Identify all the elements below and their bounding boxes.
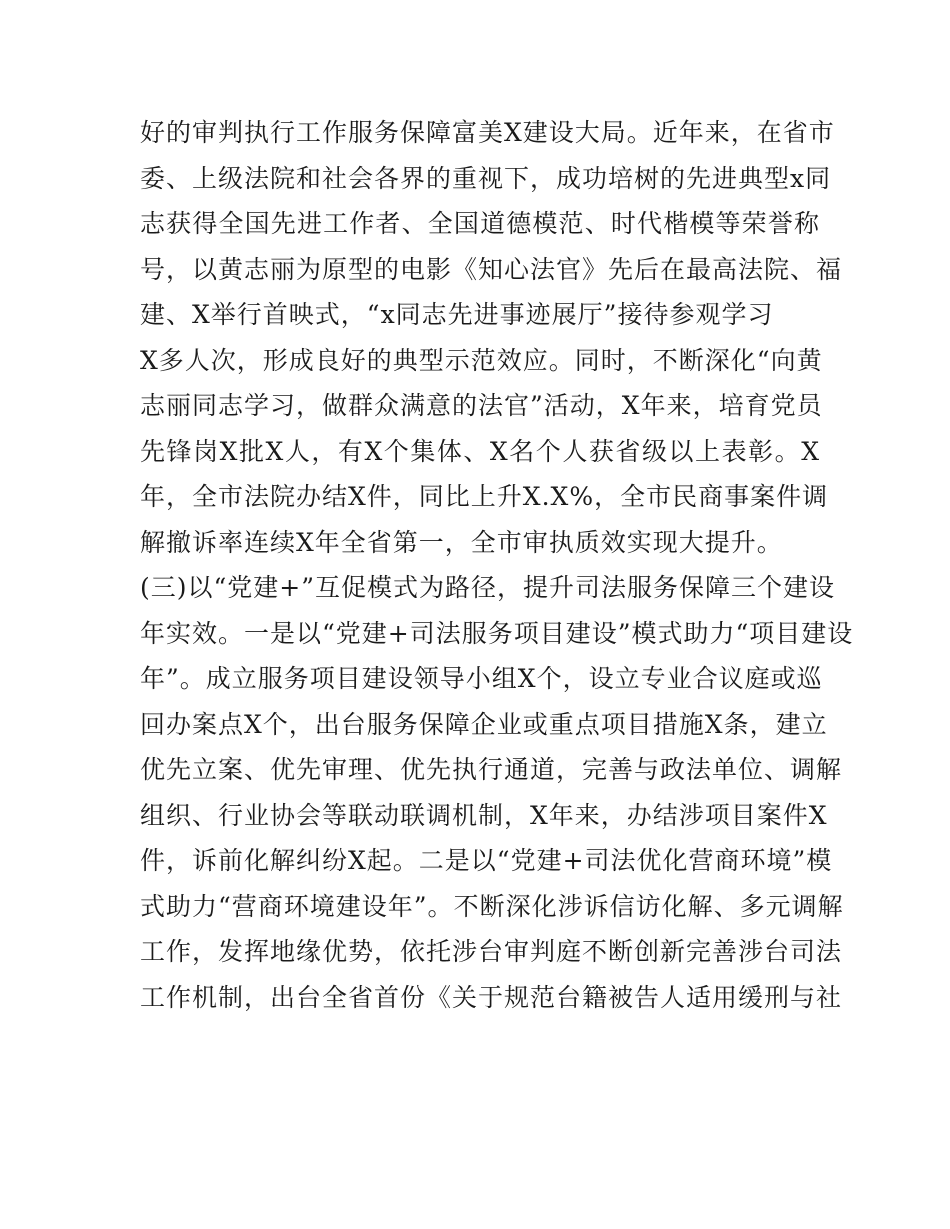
text-line-12: 年实效。一是以“党建+司法服务项目建设”模式助力“项目建设 [140, 618, 854, 648]
text-line-15: 优先立案、优先审理、优先执行通道，完善与政法单位、调解 [140, 755, 843, 784]
text-line-7: 志丽同志学习，做群众满意的法官”活动，X年来，培育党员 [140, 391, 823, 420]
text-line-4: 号，以黄志丽为原型的电影《知心法官》先后在最高法院、福 [140, 254, 843, 284]
body-text [140, 110, 854, 1020]
text-line-13: 年”。成立服务项目建设领导小组X个，设立专业合议庭或巡 [140, 664, 823, 693]
text-line-6: X多人次，形成良好的典型示范效应。同时，不断深化“向黄 [140, 345, 823, 375]
text-line-8: 先锋岗X批X人，有X个集体、X名个人获省级以上表彰。X [140, 436, 820, 466]
text-line-3: 志获得全国先进工作者、全国道德模范、时代楷模等荣誉称 [140, 209, 820, 238]
text-line-11: (三)以“党建+”互促模式为路径，提升司法服务保障三个建设 [140, 573, 836, 602]
text-line-20: 工作机制，出台全省首份《关于规范台籍被告人适用缓刑与社 [140, 982, 843, 1012]
text-line-18: 式助力“营商环境建设年”。不断深化涉诉信访化解、多元调解 [140, 891, 844, 921]
text-line-19: 工作，发挥地缘优势，依托涉台审判庭不断创新完善涉台司法 [140, 937, 843, 966]
text-line-14: 回办案点X个，出台服务保障企业或重点项目措施X条，建立 [140, 709, 828, 739]
text-line-16: 组织、行业协会等联动联调机制，X年来，办结涉项目案件X [140, 800, 828, 830]
text-line-2: 委、上级法院和社会各界的重视下，成功培树的先进典型x同 [140, 163, 832, 193]
text-line-10: 解撤诉率连续X年全省第一，全市审执质效实现大提升。 [140, 527, 783, 557]
text-line-5: 建、X举行首映式，“x同志先进事迹展厅”接待参观学习 [140, 300, 774, 329]
text-line-1: 好的审判执行工作服务保障富美X建设大局。近年来，在省市 [140, 118, 835, 147]
text-line-17: 件，诉前化解纠纷X起。二是以“党建+司法优化营商环境”模 [140, 846, 833, 875]
text-line-9: 年，全市法院办结X件，同比上升X.X%，全市民商事案件调 [140, 482, 829, 511]
